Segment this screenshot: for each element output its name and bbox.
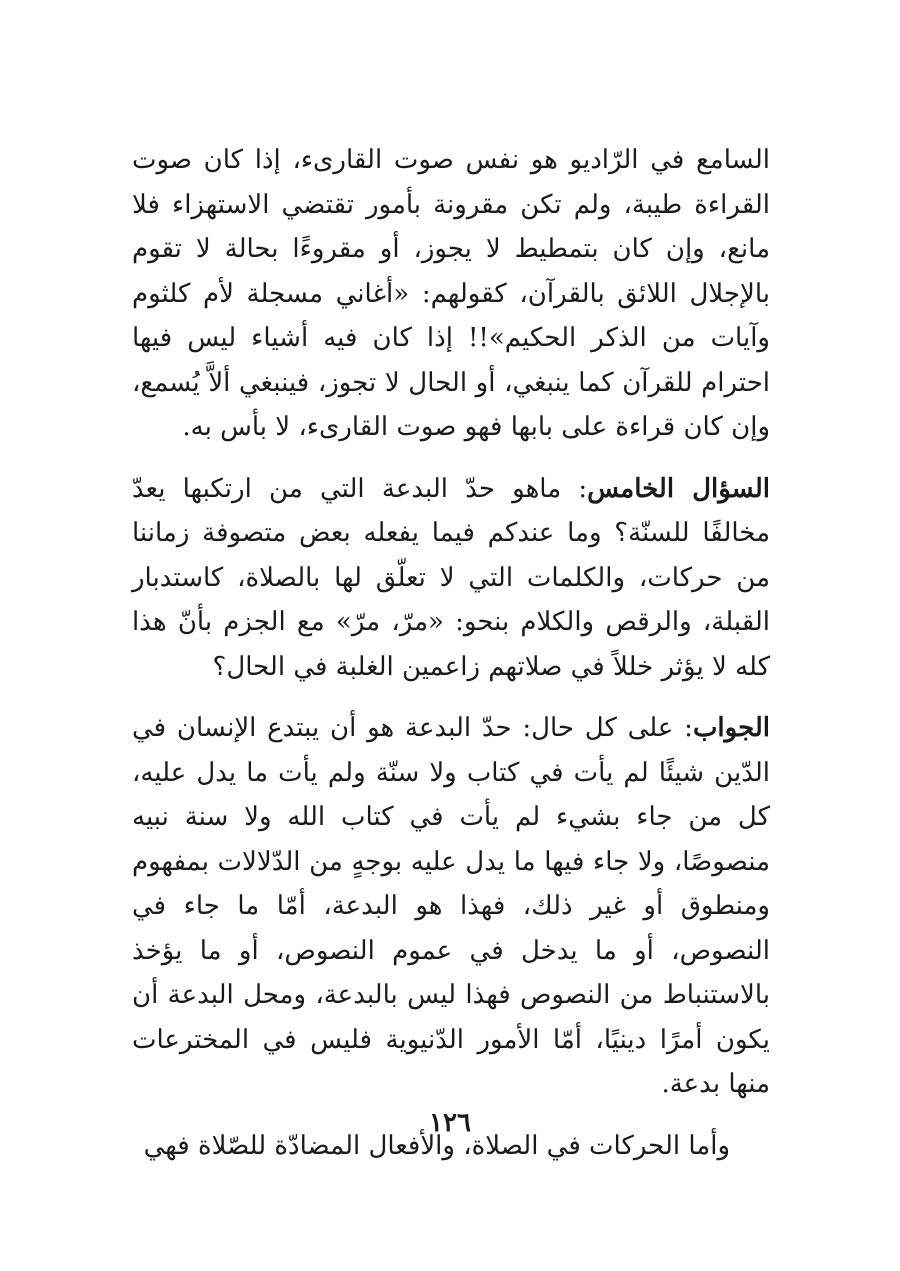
paragraph-1: السامع في الرّاديو هو نفس صوت القارىء، إذا كان صوت القراءة طيبة، ولم تكن مقرونة بأمور تقتضي الاستهزاء فلا مانع، وإن كان بتمطيط لا يجوز، أو مقروءًا بحالة لا تقوم بالإجلال اللائق بالقرآن، كقولهم: «أغاني مسجلة لأم كلثوم وآيات من الذكر الحكيم»!! إذا كان فيه أشياء ليس فيها احترام للقرآن كما ينبغي، أو الحال لا تجوز، فينبغي ألاَّ يُسمع، وإن كان قراءة على بابها فهو صوت القارىء، لا بأس به. xyxy=(132,145,770,442)
answer-label: الجواب xyxy=(692,713,770,743)
paragraph-3 xyxy=(132,706,770,1107)
answer-text: : على كل حال: حدّ البدعة هو أن يبتدع الإنسان في الدّين شيئًا لم يأت في كتاب ولا سنّة ولم يأت ما يدل عليه، كل من جاء بشيء لم يأت في كتاب الله ولا سنة نبيه منصوصًا، ولا جاء فيها ما يدل عليه بوجهٍ من الدّلالات بمفهوم ومنطوق أو غير ذلك، فهذا هو البدعة، أمّا ما جاء في النصوص، أو ما يدخل في عموم النصوص، أو ما يؤخذ بالاستنباط من النصوص فهذا ليس بالبدعة، ومحل البدعة أن يكون أمرًا دينيًا، أمّا الأمور الدّنيوية فليس في المخترعات منها بدعة. xyxy=(132,713,771,1099)
question-text: : ماهو حدّ البدعة التي من ارتكبها يعدّ مخالفًا للسنّة؟ وما عندكم فيما يفعله بعض متصوفة زماننا من حركات، والكلمات التي لا تعلّق لها بالصلاة، كاستدبار القبلة، والرقص والكلام بنحو: «مرّ، مرّ» مع الجزم بأنّ هذا كله لا يؤثر خللاً في صلاتهم زاعمين الغلبة في الحال؟ xyxy=(132,473,770,682)
question-label: السؤال الخامس xyxy=(587,473,770,504)
body-text xyxy=(132,138,770,1168)
paragraph-4: وأما الحركات في الصلاة، والأفعال المضادّة للصّلاة فهي xyxy=(143,1130,730,1161)
paragraph-2 xyxy=(132,467,770,690)
page-number: ١٢٦ xyxy=(429,1108,471,1138)
